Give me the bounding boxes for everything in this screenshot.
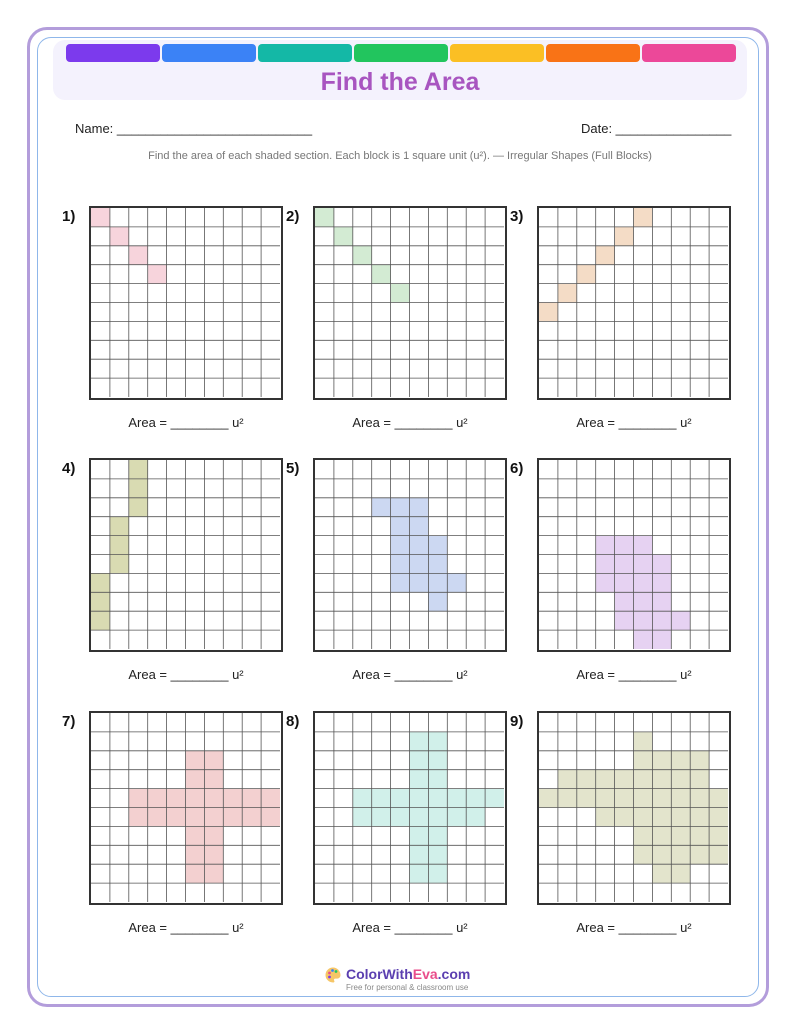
shaded-block: [577, 265, 596, 284]
shaded-block: [671, 611, 690, 630]
shaded-block: [690, 808, 709, 827]
problem-number: 9): [510, 713, 524, 730]
shaded-block: [372, 789, 391, 808]
rainbow-segment: [642, 44, 736, 62]
area-grid: [89, 206, 283, 400]
shaded-block: [615, 808, 634, 827]
shaded-block: [410, 789, 429, 808]
shaded-block: [709, 789, 728, 808]
shaded-block: [690, 770, 709, 789]
shaded-block: [709, 826, 728, 845]
area-grid: [313, 458, 507, 652]
shaded-block: [410, 732, 429, 751]
shaded-block: [577, 770, 596, 789]
shaded-block: [391, 536, 410, 555]
shaded-block: [428, 864, 447, 883]
shaded-block: [690, 845, 709, 864]
shaded-block: [428, 536, 447, 555]
shaded-block: [690, 751, 709, 770]
rainbow-segment: [162, 44, 256, 62]
shaded-block: [129, 460, 148, 479]
shaded-block: [110, 517, 129, 536]
shaded-block: [410, 498, 429, 517]
shaded-block: [353, 246, 372, 265]
shaded-block: [671, 808, 690, 827]
shaded-block: [428, 789, 447, 808]
shaded-block: [91, 611, 110, 630]
shaded-block: [466, 808, 485, 827]
shaded-block: [410, 770, 429, 789]
shaded-block: [428, 826, 447, 845]
shaded-block: [485, 789, 504, 808]
shaded-block: [615, 555, 634, 574]
shaded-block: [596, 770, 615, 789]
shaded-block: [223, 789, 242, 808]
shaded-block: [428, 555, 447, 574]
shaded-block: [634, 208, 653, 227]
shaded-block: [634, 555, 653, 574]
shaded-block: [410, 555, 429, 574]
shaded-block: [186, 789, 205, 808]
shaded-block: [690, 789, 709, 808]
problem-number: 5): [286, 460, 300, 477]
shaded-block: [186, 770, 205, 789]
shaded-block: [204, 770, 223, 789]
area-answer-line: Area = ________ u²: [576, 920, 692, 935]
shaded-block: [110, 227, 129, 246]
shaded-block: [558, 789, 577, 808]
shaded-block: [539, 303, 558, 322]
shaded-block: [353, 808, 372, 827]
shaded-block: [223, 808, 242, 827]
shaded-block: [410, 536, 429, 555]
problem-number: 4): [62, 460, 76, 477]
shaded-block: [261, 789, 280, 808]
shaded-block: [596, 789, 615, 808]
area-answer-line: Area = ________ u²: [128, 920, 244, 935]
name-field: Name: ___________________________: [75, 121, 313, 136]
shaded-block: [204, 808, 223, 827]
problem-number: 7): [62, 713, 76, 730]
shaded-block: [410, 573, 429, 592]
shaded-block: [652, 611, 671, 630]
rainbow-segment: [258, 44, 352, 62]
problem-number: 1): [62, 208, 76, 225]
shaded-block: [186, 808, 205, 827]
shaded-block: [652, 751, 671, 770]
shaded-block: [558, 284, 577, 303]
area-grid: [313, 206, 507, 400]
shaded-block: [110, 536, 129, 555]
shaded-block: [428, 751, 447, 770]
shaded-block: [148, 808, 167, 827]
shaded-block: [671, 770, 690, 789]
shaded-block: [242, 808, 261, 827]
shaded-block: [129, 789, 148, 808]
shaded-block: [91, 208, 110, 227]
brand-name: ColorWithEva.com: [346, 966, 471, 982]
shaded-block: [615, 536, 634, 555]
shaded-block: [129, 246, 148, 265]
shaded-block: [428, 808, 447, 827]
shaded-block: [634, 808, 653, 827]
problem-number: 8): [286, 713, 300, 730]
problem-number: 3): [510, 208, 524, 225]
shaded-block: [558, 770, 577, 789]
shaded-block: [652, 770, 671, 789]
area-grid: [537, 206, 731, 400]
shaded-block: [428, 770, 447, 789]
shaded-block: [91, 592, 110, 611]
rainbow-bar: [66, 44, 736, 62]
shaded-block: [652, 845, 671, 864]
shaded-block: [186, 826, 205, 845]
shaded-block: [410, 826, 429, 845]
area-answer-line: Area = ________ u²: [352, 415, 468, 430]
problem-number: 2): [286, 208, 300, 225]
shaded-block: [615, 611, 634, 630]
shaded-block: [615, 592, 634, 611]
shaded-block: [671, 826, 690, 845]
shaded-block: [615, 573, 634, 592]
shaded-block: [652, 826, 671, 845]
shaded-block: [615, 227, 634, 246]
shaded-block: [596, 536, 615, 555]
shaded-block: [652, 555, 671, 574]
shaded-block: [634, 630, 653, 649]
shaded-block: [671, 789, 690, 808]
shaded-block: [634, 536, 653, 555]
area-grid: [89, 711, 283, 905]
rainbow-segment: [66, 44, 160, 62]
shaded-block: [652, 789, 671, 808]
shaded-block: [110, 555, 129, 574]
shaded-block: [634, 789, 653, 808]
rainbow-segment: [546, 44, 640, 62]
shaded-block: [148, 265, 167, 284]
shaded-block: [391, 284, 410, 303]
rainbow-segment: [354, 44, 448, 62]
shaded-block: [204, 845, 223, 864]
shaded-block: [709, 845, 728, 864]
shaded-block: [410, 864, 429, 883]
shaded-block: [615, 789, 634, 808]
area-grid: [89, 458, 283, 652]
area-answer-line: Area = ________ u²: [352, 667, 468, 682]
shaded-block: [671, 751, 690, 770]
shaded-block: [634, 732, 653, 751]
shaded-block: [372, 808, 391, 827]
shaded-block: [186, 845, 205, 864]
area-answer-line: Area = ________ u²: [128, 667, 244, 682]
instructions: Find the area of each shaded section. Each block is 1 square unit (u²). — Irregular Shapes (Full Blocks): [148, 150, 652, 162]
shaded-block: [596, 246, 615, 265]
shaded-block: [447, 573, 466, 592]
shaded-block: [466, 789, 485, 808]
area-answer-line: Area = ________ u²: [576, 667, 692, 682]
shaded-block: [652, 630, 671, 649]
shaded-block: [334, 227, 353, 246]
shaded-block: [242, 789, 261, 808]
shaded-block: [391, 517, 410, 536]
shaded-block: [652, 864, 671, 883]
shaded-block: [634, 611, 653, 630]
rainbow-segment: [450, 44, 544, 62]
shaded-block: [410, 845, 429, 864]
shaded-block: [391, 789, 410, 808]
shaded-block: [129, 808, 148, 827]
area-answer-line: Area = ________ u²: [352, 920, 468, 935]
shaded-block: [129, 498, 148, 517]
shaded-block: [148, 789, 167, 808]
shaded-block: [204, 751, 223, 770]
shaded-block: [634, 770, 653, 789]
shaded-block: [428, 732, 447, 751]
shaded-block: [391, 573, 410, 592]
shaded-block: [391, 808, 410, 827]
brand-tagline: Free for personal & classroom use: [346, 983, 469, 992]
shaded-block: [391, 555, 410, 574]
shaded-block: [372, 498, 391, 517]
shaded-block: [204, 826, 223, 845]
shaded-block: [615, 770, 634, 789]
shaded-block: [428, 845, 447, 864]
shaded-block: [410, 751, 429, 770]
area-answer-line: Area = ________ u²: [128, 415, 244, 430]
problem-number: 6): [510, 460, 524, 477]
shaded-block: [410, 517, 429, 536]
shaded-block: [539, 789, 558, 808]
shaded-block: [372, 265, 391, 284]
shaded-block: [391, 498, 410, 517]
shaded-block: [652, 592, 671, 611]
shaded-block: [652, 573, 671, 592]
shaded-block: [690, 826, 709, 845]
shaded-block: [596, 808, 615, 827]
shaded-block: [167, 789, 186, 808]
shaded-block: [596, 573, 615, 592]
page-title: Find the Area: [320, 68, 480, 96]
area-grid: [537, 711, 731, 905]
shaded-block: [652, 808, 671, 827]
shaded-block: [634, 573, 653, 592]
shaded-block: [315, 208, 334, 227]
area-grid: [537, 458, 731, 652]
shaded-block: [634, 592, 653, 611]
shaded-block: [671, 845, 690, 864]
shaded-block: [634, 845, 653, 864]
shaded-block: [353, 789, 372, 808]
shaded-block: [447, 789, 466, 808]
shaded-block: [204, 864, 223, 883]
shaded-block: [709, 808, 728, 827]
shaded-block: [447, 808, 466, 827]
shaded-block: [577, 789, 596, 808]
area-grid: [313, 711, 507, 905]
shaded-block: [634, 826, 653, 845]
shaded-block: [428, 573, 447, 592]
shaded-block: [186, 864, 205, 883]
shaded-block: [129, 479, 148, 498]
area-answer-line: Area = ________ u²: [576, 415, 692, 430]
shaded-block: [428, 592, 447, 611]
shaded-block: [596, 555, 615, 574]
shaded-block: [167, 808, 186, 827]
shaded-block: [261, 808, 280, 827]
date-field: Date: ________________: [581, 121, 732, 136]
shaded-block: [204, 789, 223, 808]
shaded-block: [634, 751, 653, 770]
shaded-block: [91, 573, 110, 592]
palette-icon: [324, 966, 342, 984]
shaded-block: [410, 808, 429, 827]
shaded-block: [186, 751, 205, 770]
shaded-block: [671, 864, 690, 883]
